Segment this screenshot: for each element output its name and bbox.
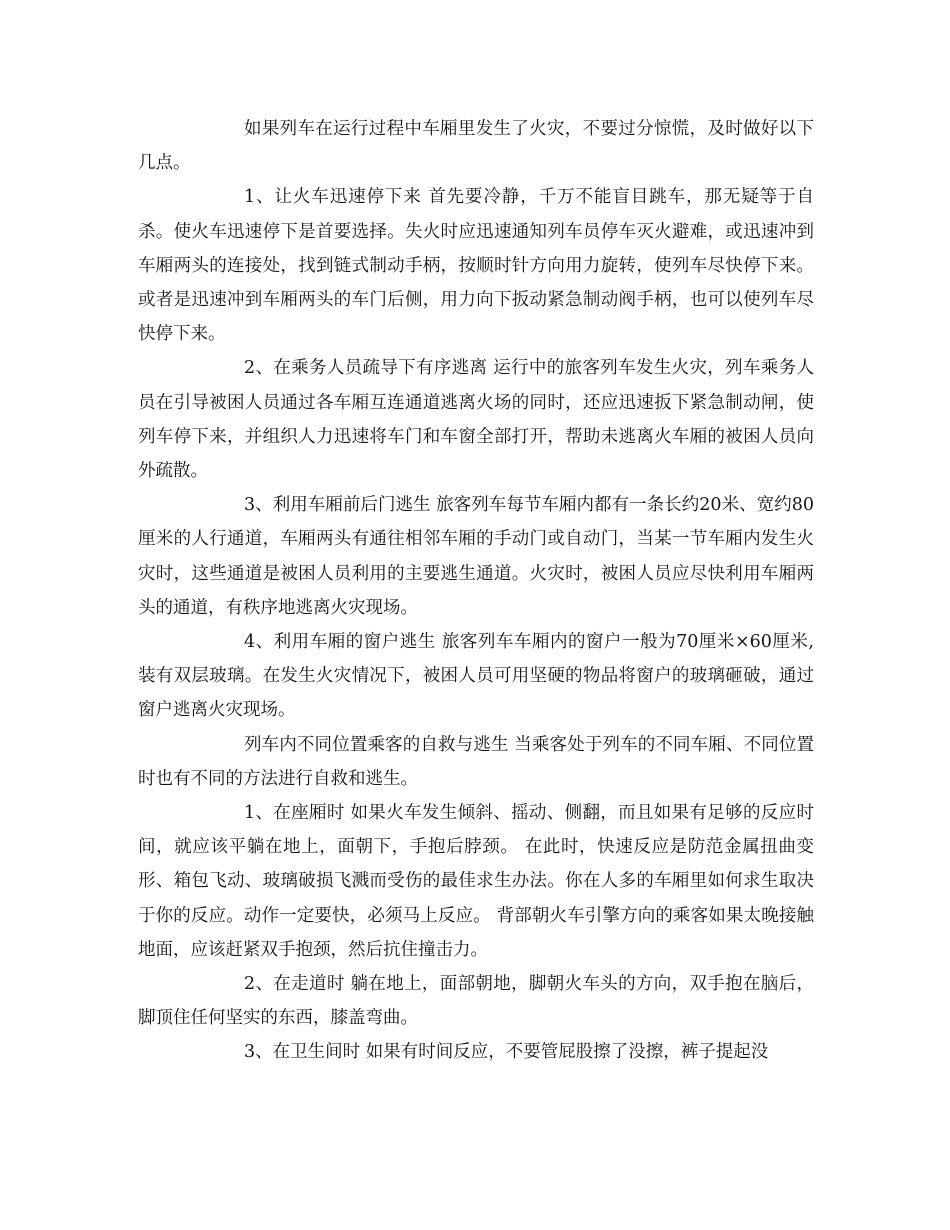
paragraph-in-seat: 1、在座厢时 如果火车发生倾斜、摇动、侧翻，而且如果有足够的反应时间，就应该平躺在地上，面朝下，手抱后脖颈。 在此时，快速反应是防范金属扭曲变形、箱包飞动、玻璃破损飞溅而受伤的最佳求生办法。你在人多的车厢里如何求生取决于你的反应。动作一定要快，必须马上反应。 背部朝火车引擎方向的乘客如果太晚接触地面，应该赶紧双手抱颈，然后抗住撞击力。 bbox=[138, 803, 814, 960]
paragraph-windows: 4、利用车厢的窗户逃生 旅客列车车厢内的窗户一般为70厘米×60厘米,装有双层玻璃。在发生火灾情况下，被困人员可用坚硬的物品将窗户的玻璃砸破，通过窗户逃离火灾现场。 bbox=[138, 632, 814, 721]
paragraph-stop-train: 1、让火车迅速停下来 首先要冷静，千万不能盲目跳车，那无疑等于自杀。使火车迅速停下是首要选择。失火时应迅速通知列车员停车灭火避难，或迅速冲到车厢两头的连接处，找到链式制动手柄，按顺时针方向用力旋转，使列车尽快停下来。或者是迅速冲到车厢两头的车门后侧，用力向下扳动紧急制动阀手柄，也可以使列车尽快停下来。 bbox=[138, 187, 814, 345]
paragraph-orderly-evacuation: 2、在乘务人员疏导下有序逃离 运行中的旅客列车发生火灾，列车乘务人员在引导被困人员通过各车厢互连通道逃离火场的同时，还应迅速扳下紧急制动闸，使列车停下来，并组织人力迅速将车门和车窗全部打开，帮助未逃离火车厢的被困人员向外疏散。 bbox=[138, 358, 814, 482]
paragraph-in-restroom: 3、在卫生间时 如果有时间反应，不要管屁股擦了没擦，裤子提起没 bbox=[244, 1042, 769, 1063]
paragraph-intro: 如果列车在运行过程中车厢里发生了火灾，不要过分惊慌，及时做好以下几点。 bbox=[138, 119, 814, 174]
document-body bbox=[138, 112, 814, 1070]
paragraph-positions-intro: 列车内不同位置乘客的自救与逃生 当乘客处于列车的不同车厢、不同位置时也有不同的方法进行自救和逃生。 bbox=[138, 734, 814, 789]
paragraph-front-rear-doors: 3、利用车厢前后门逃生 旅客列车每节车厢内都有一条长约20米、宽约80厘米的人行通道，车厢两头有通往相邻车厢的手动门或自动门，当某一节车厢内发生火灾时，这些通道是被困人员利用的主要逃生通道。火灾时，被困人员应尽快利用车厢两头的通道，有秩序地逃离火灾现场。 bbox=[138, 495, 814, 618]
paragraph-in-aisle: 2、在走道时 躺在地上，面部朝地，脚朝火车头的方向，双手抱在脑后，脚顶住任何坚实的东西，膝盖弯曲。 bbox=[138, 974, 814, 1029]
